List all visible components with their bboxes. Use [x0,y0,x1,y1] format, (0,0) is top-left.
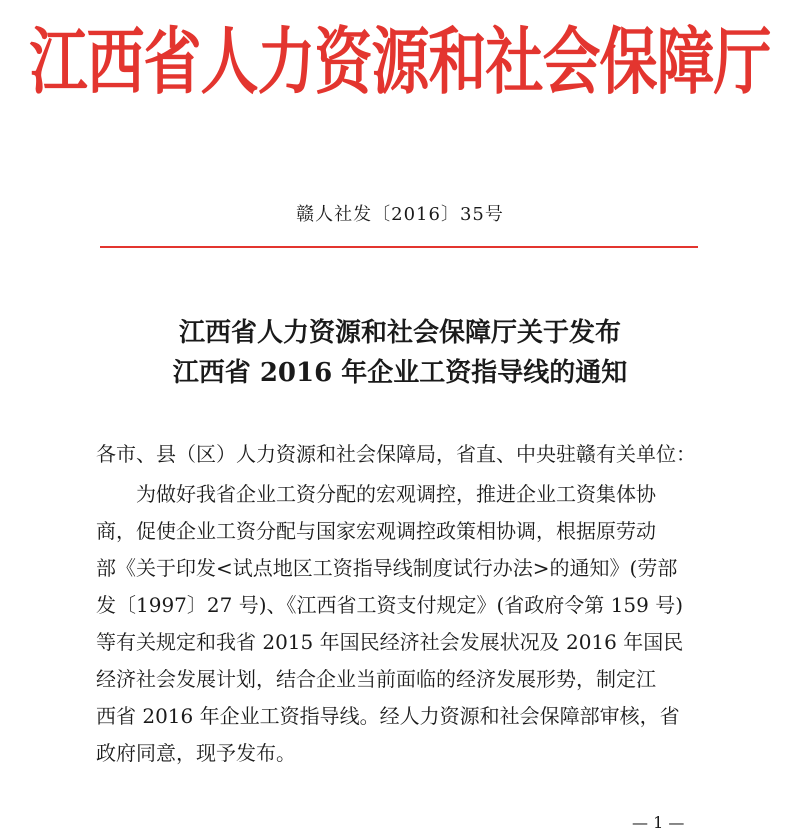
org-header-title [0,19,800,105]
body-line-5: 等有关规定和我省 2015 年国民经济社会发展状况及 2016 年国民 [96,630,684,654]
red-separator-line [100,246,698,248]
body-line-3: 部《关于印发<试点地区工资指导线制度试行办法>的通知》(劳部 [96,556,678,580]
body-line-4: 发〔1997〕27 号)、《江西省工资支付规定》(省政府令第 159 号) [96,593,684,617]
notice-title [0,313,800,393]
body-line-8: 政府同意，现予发布。 [96,741,296,765]
notice-title-line-1: 江西省人力资源和社会保障厅关于发布 [178,318,621,348]
body-paragraph [96,476,696,772]
addressee-line: 各市、县（区）人力资源和社会保障局，省直、中央驻赣有关单位： [96,442,696,466]
body-line-6: 经济社会发展计划，结合企业当前面临的经济发展形势，制定江 [96,667,656,691]
notice-title-line-2: 江西省 2016 年企业工资指导线的通知 [172,358,628,388]
org-header-text: 江西省人力资源和社会保障厅 [29,19,771,105]
page-number: — 1 — [632,813,685,832]
document-number: 赣人社发〔2016〕35号 [296,204,504,225]
body-line-1: 为做好我省企业工资分配的宏观调控，推进企业工资集体协 [136,482,656,506]
body-line-2: 商，促使企业工资分配与国家宏观调控政策相协调，根据原劳动 [96,519,656,543]
body-line-7: 西省 2016 年企业工资指导线。经人力资源和社会保障部审核，省 [96,704,680,728]
